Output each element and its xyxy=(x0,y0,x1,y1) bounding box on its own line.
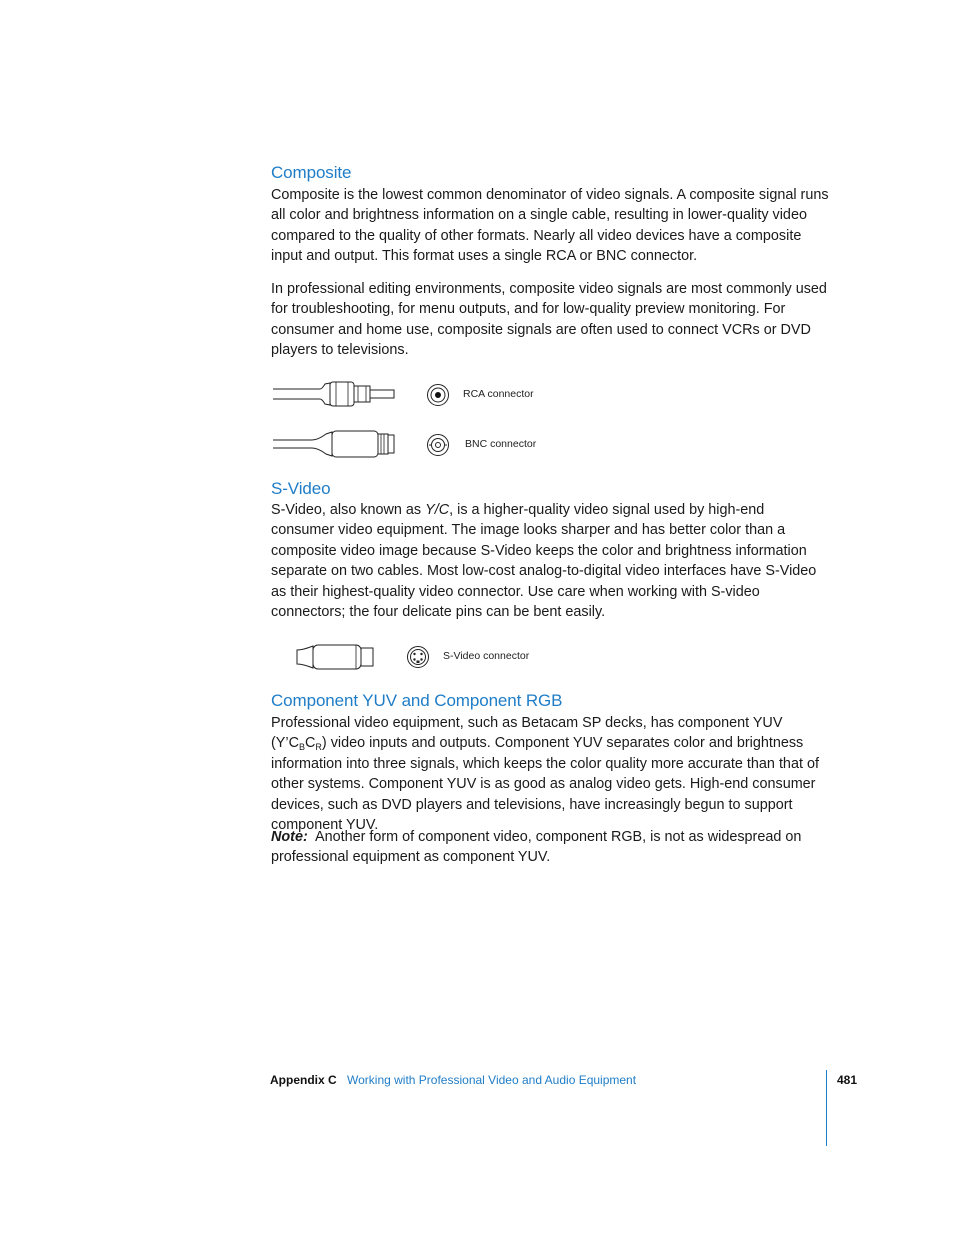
s-video-cable-illustration xyxy=(293,642,377,672)
s-video-jack-icon xyxy=(406,645,430,669)
s-video-paragraph: S-Video, also known as Y/C, is a higher-quality video signal used by high-end consumer video equipment. The image looks sharper and has better color than a composite video image because S-Video keeps the color and brightness information separate on two cables. Most low-cost analog-to-digital video interfaces have S-Video as their highest-quality video connector. Use care when working with S-video connectors; the four delicate pins can be bent easily. xyxy=(271,502,817,621)
footer-appendix: Appendix C xyxy=(270,1073,337,1087)
heading-composite: Composite xyxy=(271,163,352,182)
bnc-jack-icon xyxy=(426,433,450,457)
note-paragraph: Note: Another form of component video, component RGB, is not as widespread on professional equipment as component YUV. xyxy=(271,829,806,866)
rca-cable-illustration xyxy=(270,378,400,412)
bnc-cable-illustration xyxy=(270,428,400,462)
heading-component: Component YUV and Component RGB xyxy=(271,691,563,710)
rca-connector-label: RCA connector xyxy=(463,388,534,400)
s-video-connector-label: S-Video connector xyxy=(443,650,530,662)
rca-jack-icon xyxy=(426,383,450,407)
component-paragraph: Professional video equipment, such as Betacam SP decks, has component YUV $(Y’C_BC_R)$ video inputs and outputs. Component YUV separates color and brightness information into three signals, which keeps the color quality more accurate than that of other systems. Component YUV is as good as analog video gets. High-end consumer devices, such as DVD players and televisions, have increasingly begun to support component YUV. xyxy=(271,715,819,834)
heading-s-video: S-Video xyxy=(271,479,331,498)
footer-chapter-title: Working with Professional Video and Audio Equipment xyxy=(347,1073,637,1087)
composite-paragraph-1: Composite is the lowest common denominator of video signals. A composite signal runs all color and brightness information on a single cable, resulting in lower-quality video compared to the quality of other formats. Nearly all video devices have a composite input and output. This format uses a single RCA or BNC connector. xyxy=(271,187,829,265)
composite-paragraph-2: In professional editing environments, composite video signals are most commonly used for troubleshooting, for menu outputs, and for low-quality preview monitoring. For consumer and home use, composite signals are often used to connect VCRs or DVD players to televisions. xyxy=(271,281,827,359)
bnc-connector-label: BNC connector xyxy=(465,438,537,450)
footer-divider xyxy=(826,1070,827,1146)
page-number: 481 xyxy=(837,1073,858,1087)
